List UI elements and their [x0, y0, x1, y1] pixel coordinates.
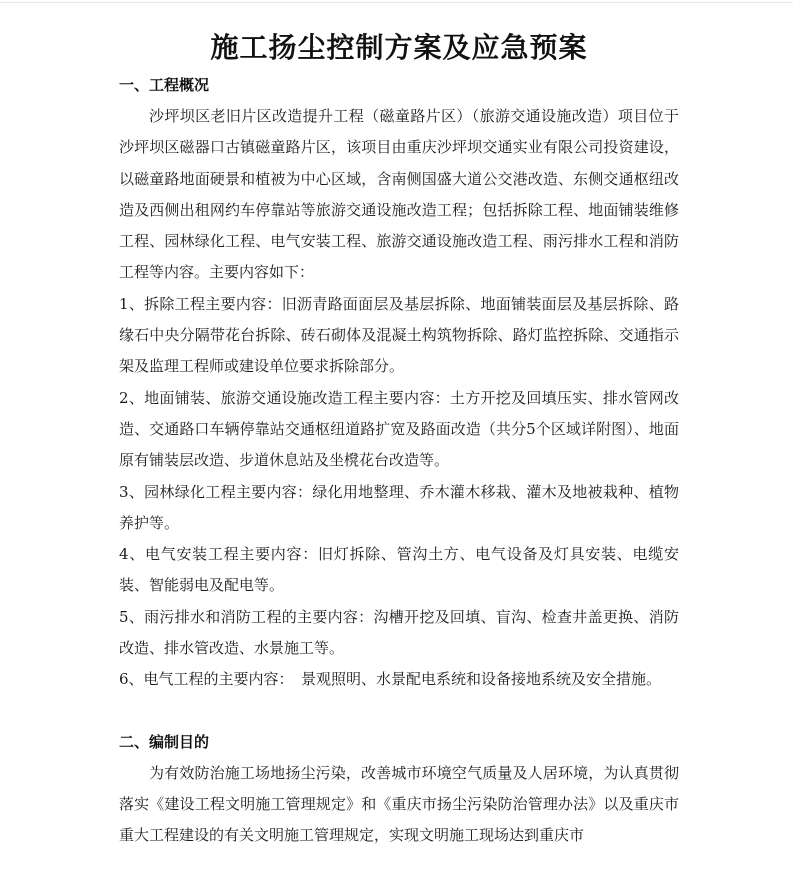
document-page	[119, 26, 679, 852]
list-item-paving: 2、地面铺装、旅游交通设施改造工程主要内容：土方开挖及回填压实、排水管网改造、交通路口车辆停靠站交通枢纽道路扩宽及路面改造（共分5个区域详附图）、地面原有铺装层改造、步道休息站及坐櫈花台改造等。	[119, 388, 679, 470]
top-border	[0, 2, 793, 3]
purpose-paragraph: 为有效防治施工场地扬尘污染，改善城市环境空气质量及人居环境，为认真贯彻落实《建设工程文明施工管理规定》和《重庆市扬尘污染防治管理办法》以及重庆市重大工程建设的有关文明施工管理规定，实现文明施工现场达到重庆市	[119, 763, 679, 845]
section-spacer	[119, 696, 679, 727]
list-item-drainage-fire: 5、雨污排水和消防工程的主要内容：沟槽开挖及回填、盲沟、检查井盖更换、消防改造、排水管改造、水景施工等。	[119, 607, 679, 658]
list-item-demolition: 1、拆除工程主要内容：旧沥青路面面层及基层拆除、地面铺装面层及基层拆除、路缘石中央分隔带花台拆除、砖石砌体及混凝土构筑物拆除、路灯监控拆除、交通指示架及监理工程师或建设单位要求拆除部分。	[119, 294, 679, 376]
list-item-electrical-works: 6、电气工程的主要内容： 景观照明、水景配电系统和设备接地系统及安全措施。	[119, 670, 662, 689]
list-item-electrical-installation: 4、电气安装工程主要内容：旧灯拆除、管沟土方、电气设备及灯具安装、电缆安装、智能弱电及配电等。	[119, 545, 679, 595]
list-item-landscaping: 3、园林绿化工程主要内容：绿化用地整理、乔木灌木移栽、灌木及地被栽种、植物养护等。	[119, 482, 679, 532]
section-heading-purpose: 二、编制目的	[119, 732, 210, 751]
document-title: 施工扬尘控制方案及应急预案	[210, 31, 588, 64]
project-overview-paragraph: 沙坪坝区老旧片区改造提升工程（磁童路片区）（旅游交通设施改造）项目位于沙坪坝区磁器口古镇磁童路片区，该项目由重庆沙坪坝交通实业有限公司投资建设，以磁童路地面硬景和植被为中心区域，含南侧国盛大道公交港改造、东侧交通枢纽改造及西侧出租网约车停靠站等旅游交通设施改造工程；包括拆除工程、地面铺装维修工程、园林绿化工程、电气安装工程、旅游交通设施改造工程、雨污排水工程和消防工程等内容。主要内容如下：	[119, 107, 679, 282]
section-heading-project-overview: 一、工程概况	[119, 76, 210, 94]
